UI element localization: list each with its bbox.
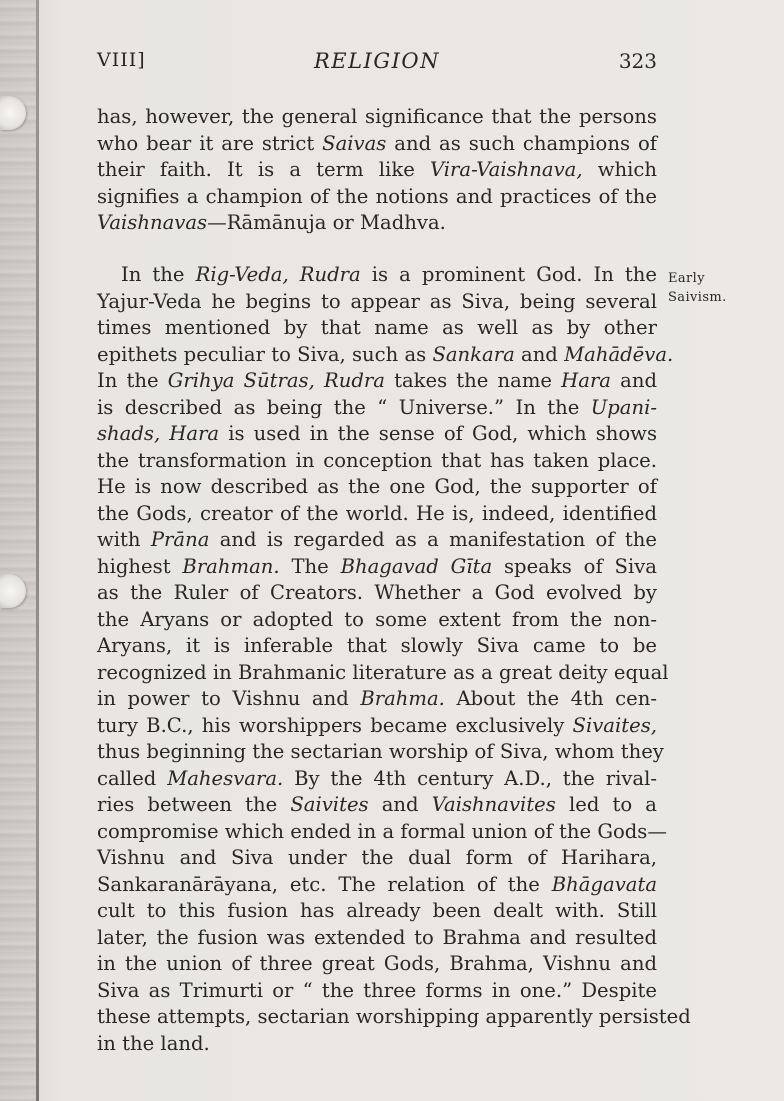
text-line: cult to this fusion has already been dealt with. Still <box>97 899 657 922</box>
text-line: in power to Vishnu and Brahma. About the 4th cen- <box>97 687 657 710</box>
text-line: Aryans, it is inferable that slowly Siva came to be <box>97 634 657 657</box>
text-line: later, the fusion was extended to Brahma and resulted <box>97 925 657 949</box>
text-line: times mentioned by that name as well as by other <box>97 316 657 339</box>
text-line: called Mahesvara. By the 4th century A.D., the rival- <box>97 766 658 790</box>
page-header <box>97 49 657 77</box>
page-number: 323 <box>618 49 657 73</box>
text-line: Siva as Trimurti or “ the three forms in one.” Despite <box>97 978 657 1002</box>
margin-note <box>668 269 727 307</box>
text-line: as the Ruler of Creators. Whether a God evolved by <box>97 581 657 604</box>
text-line: who bear it are strict Saivas and as such champions of <box>97 131 657 155</box>
text-line: in the land. <box>97 1031 210 1055</box>
text-line: ries between the Saivites and Vaishnavites led to a <box>97 793 657 816</box>
text-line: He is now described as the one God, the supporter of <box>97 475 657 498</box>
margin-note-line: Saivism. <box>668 290 727 305</box>
text-line: highest Brahman. The Bhagavad Gīta speaks of Siva <box>97 554 657 578</box>
text-line: thus beginning the sectarian worship of Siva, whom they <box>97 740 664 763</box>
text-line: has, however, the general significance that the persons <box>97 105 657 128</box>
binding-edge <box>36 0 39 1101</box>
text-line: Vaishnavas—Rāmānuja or Madhva. <box>97 211 446 234</box>
text-line: the Aryans or adopted to some extent from the non- <box>97 607 657 631</box>
text-line: these attempts, sectarian worshipping apparently persisted <box>97 1005 691 1028</box>
running-title: RELIGION <box>313 49 441 73</box>
text-line: In the Rig-Veda, Rudra is a prominent God. In the <box>121 263 657 286</box>
text-line: Vishnu and Siva under the dual form of Harihara, <box>97 846 657 869</box>
text-line: their faith. It is a term like Vira-Vaishnava, which <box>97 158 657 181</box>
text-line: the transformation in conception that has taken place. <box>97 448 657 472</box>
text-line: Sankaranārāyana, etc. The relation of the Bhāgavata <box>97 872 657 896</box>
text-line: the Gods, creator of the world. He is, indeed, identified <box>97 501 657 525</box>
text-line: compromise which ended in a formal union of the Gods— <box>97 819 667 843</box>
margin-note-line: Early <box>668 271 705 286</box>
text-line: tury B.C., his worshippers became exclusively Sivaites, <box>97 713 657 737</box>
text-line: In the Grihya Sūtras, Rudra takes the name Hara and <box>97 369 657 392</box>
text-line: signifies a champion of the notions and practices of the <box>97 184 657 208</box>
text-line: with Prāna and is regarded as a manifestation of the <box>97 528 657 551</box>
text-line: is described as being the “ Universe.” In the Upani- <box>97 395 657 419</box>
chapter-marker: VIII] <box>97 49 146 71</box>
text-line: Yajur-Veda he begins to appear as Siva, being several <box>97 289 657 313</box>
text-line: shads, Hara is used in the sense of God, which shows <box>97 422 657 445</box>
text-line: recognized in Brahmanic literature as a great deity equal <box>97 660 669 684</box>
text-line: in the union of three great Gods, Brahma, Vishnu and <box>97 952 657 975</box>
text-line: epithets peculiar to Siva, such as Sankara and Mahādēva. <box>97 342 674 366</box>
paragraph-continuation <box>97 104 657 237</box>
binding-shadow <box>0 0 36 1101</box>
